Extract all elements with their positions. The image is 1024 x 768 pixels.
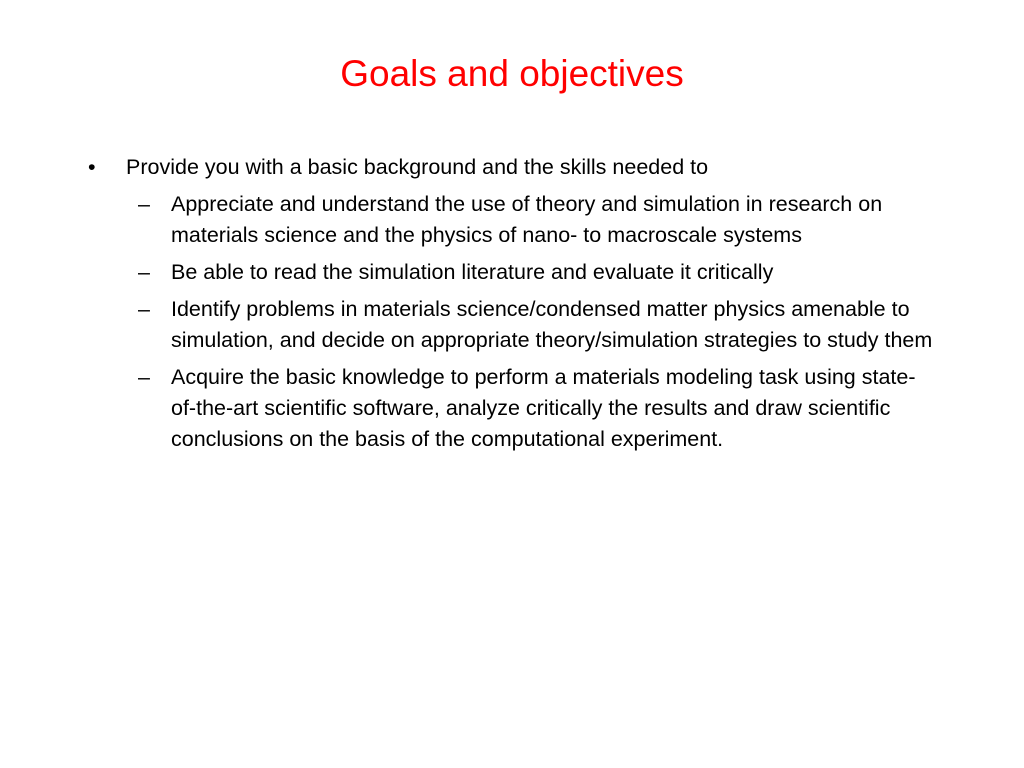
bullet-marker: • bbox=[88, 155, 96, 179]
sub-bullet-text: Acquire the basic knowledge to perform a materials modeling task using state-of-the-art scientific software, analyze critically the results and draw scientific conclusions on the basis of the computational experiment. bbox=[171, 365, 916, 451]
slide-title: Goals and objectives bbox=[340, 53, 684, 94]
sub-bullet-marker: – bbox=[138, 260, 150, 284]
sub-bullet-item bbox=[138, 189, 936, 251]
sub-bullet-item bbox=[138, 362, 936, 455]
sub-bullet-text: Appreciate and understand the use of theory and simulation in research on materials science and the physics of nano- to macroscale systems bbox=[171, 192, 883, 247]
sub-bullet-marker: – bbox=[138, 192, 150, 216]
sub-bullet-marker: – bbox=[138, 365, 150, 389]
bullet-item bbox=[86, 152, 936, 183]
sub-bullet-text: Be able to read the simulation literature and evaluate it critically bbox=[171, 260, 774, 284]
sub-bullet-item bbox=[138, 257, 936, 288]
sub-bullet-text: Identify problems in materials science/condensed matter physics amenable to simulation, and decide on appropriate theory/simulation strategies to study them bbox=[171, 297, 933, 352]
sub-bullet-marker: – bbox=[138, 297, 150, 321]
bullet-text: Provide you with a basic background and the skills needed to bbox=[126, 155, 709, 179]
sub-bullet-list bbox=[138, 189, 936, 455]
slide-content bbox=[86, 152, 936, 461]
sub-bullet-item bbox=[138, 294, 936, 356]
